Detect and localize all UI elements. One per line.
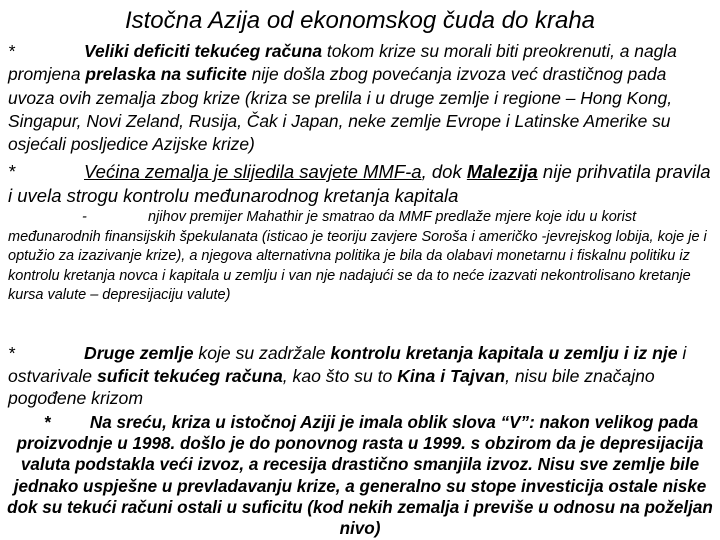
text-segment: tokom krize su morali biti preokrenuti, a nagla promjena xyxy=(8,41,677,85)
emphasis-surplus-shift: prelaska na suficite xyxy=(85,64,247,85)
paragraph-other-countries xyxy=(8,342,714,410)
text-segment: i ostvarivale xyxy=(8,343,687,386)
bullet-marker: * xyxy=(8,343,15,363)
text-segment: njihov premijer Mahathir je smatrao da MMF predlaže mjere koje idu u korist međunarodnih finansijskih špekulanata (isticao je teoriju zavjere Soroša i američko -jevrejskog lobija, koje je i optužio za izazivanje krize), a njegova alternativna politika je bila da olabavi monetarnu i fiskalnu politiku iz kontrolu kretanja novca i kapitala u zemlju i van nje nadajući se da to neće izazvati nekontrolisano kretanje kursa valute – depresijaciju valute) xyxy=(8,209,707,304)
paragraph-v-shape-recovery xyxy=(4,412,716,539)
paragraph-imf-advice xyxy=(8,160,714,207)
paragraph-current-account xyxy=(8,40,714,156)
emphasis-capital-control: kontrolu kretanja kapitala u zemlju i iz nje xyxy=(330,343,678,363)
underlined-malaysia: Malezija xyxy=(466,161,538,182)
text-segment: koje su zadržale xyxy=(193,343,331,363)
bullet-marker: * xyxy=(8,161,16,182)
text-segment: , kao što su to xyxy=(282,365,398,386)
dash-marker: - xyxy=(82,209,87,225)
text-segment: , dok xyxy=(421,161,467,182)
text-segment: nije došla zbog povećanja izvoza već drastičnog pada uvoza ovih zemalja zbog krize (kriza se prelila i u druge zemlje i regione – Hong Kong, Singapur, Novi Zeland, Rusija, Čak i Japan, neke zemlje Evrope i Latinske Amerike su osjećali posljedice Azijske krize) xyxy=(8,64,673,155)
emphasis-china-taiwan: Kina i Tajvan xyxy=(397,365,506,386)
bullet-marker: * xyxy=(8,41,15,61)
underlined-imf-advice: Većina zemalja je slijedila savjete MMF-a xyxy=(84,161,422,182)
emphasis-deficits: Veliki deficiti tekućeg računa xyxy=(84,41,323,61)
text-segment: nije prihvatila pravila i uvela strogu kontrolu međunarodnog kretanja kapitala xyxy=(8,161,711,206)
text-segment: Na sreću, kriza u istočnoj Aziji je imala oblik slova “V”: nakon velikog pada proizvodnje u 1998. došlo je do ponovnog rasta u 1999. s obzirom da je depresijacija valuta podstakla veći izvoz, a recesija drastično smanjila izvoz. Nisu sve zemlje bile jednako uspješne u prevladavanju krize, a generalno su stope investicija ostale niske dok su tekući računi ostali u suficitu (kod nekih zemalja i previše u odnosu na poželjan nivo) xyxy=(7,413,713,539)
paragraph-mahathir xyxy=(8,208,714,306)
bullet-marker: * xyxy=(43,413,51,432)
text-segment: , nisu bile značajno pogođene krizom xyxy=(8,365,655,408)
emphasis-other-countries: Druge zemlje xyxy=(84,343,194,363)
emphasis-surplus: suficit tekućeg računa xyxy=(96,365,283,386)
slide-title: Istočna Azija od ekonomskog čuda do kraha xyxy=(124,7,596,34)
